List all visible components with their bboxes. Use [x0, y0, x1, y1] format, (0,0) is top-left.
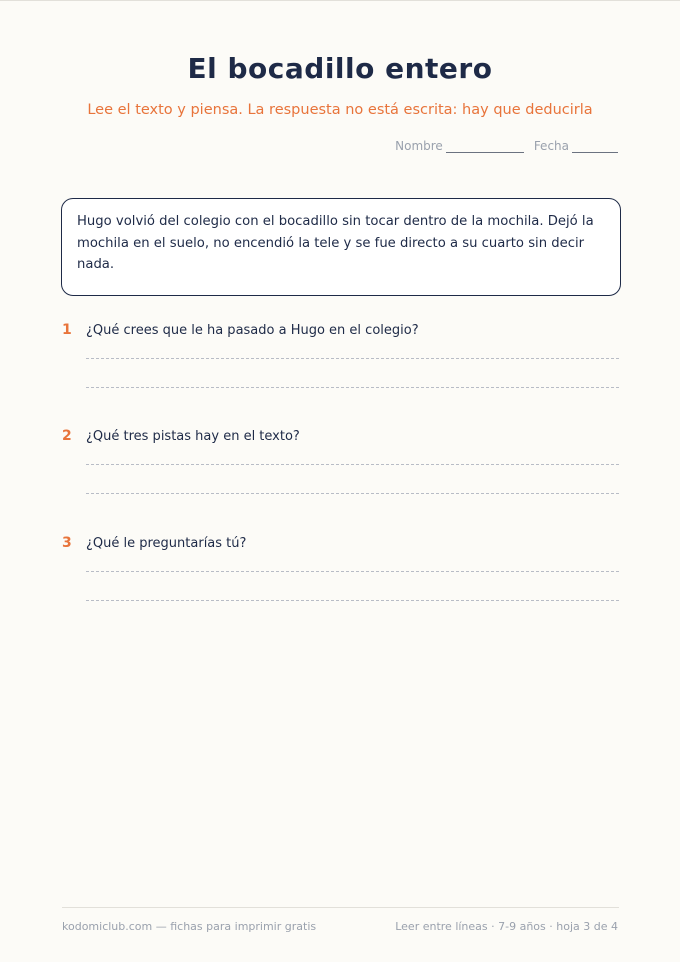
page-subtitle: Lee el texto y piensa. La respuesta no está escrita: hay que deducirla	[87, 102, 593, 118]
question-number: 1	[62, 322, 72, 338]
answer-line[interactable]	[86, 571, 619, 572]
question-header	[62, 428, 619, 444]
question-text: ¿Qué tres pistas hay en el texto?	[86, 429, 300, 444]
footer-site: kodomiclub.com — fichas para imprimir gratis	[62, 920, 317, 933]
date-label: Fecha	[533, 139, 569, 153]
answer-line[interactable]	[86, 464, 619, 465]
top-border	[0, 0, 680, 1]
story-box: Hugo volvió del colegio con el bocadillo sin tocar dentro de la mochila. Dejó la mochila en el suelo, no encendió la tele y se fue directo a su cuarto sin decir nada.	[61, 198, 621, 296]
page-title: El bocadillo entero	[187, 52, 493, 85]
question-1	[62, 322, 619, 388]
answer-line[interactable]	[86, 600, 619, 601]
name-label: Nombre	[395, 139, 443, 153]
question-number: 2	[62, 428, 72, 444]
name-date-fields	[395, 139, 618, 153]
question-header	[62, 322, 619, 338]
question-2	[62, 428, 619, 494]
answer-line[interactable]	[86, 387, 619, 388]
question-number: 3	[62, 535, 72, 551]
answer-line[interactable]	[86, 358, 619, 359]
question-text: ¿Qué le preguntarías tú?	[86, 536, 247, 551]
footer-sheet-info: Leer entre líneas · 7-9 años · hoja 3 de 4	[395, 920, 618, 933]
question-3	[62, 535, 619, 601]
answer-line[interactable]	[86, 493, 619, 494]
footer-divider	[62, 907, 619, 908]
name-field[interactable]	[446, 140, 524, 153]
question-text: ¿Qué crees que le ha pasado a Hugo en el colegio?	[86, 323, 419, 338]
question-header	[62, 535, 619, 551]
date-field[interactable]	[572, 140, 618, 153]
